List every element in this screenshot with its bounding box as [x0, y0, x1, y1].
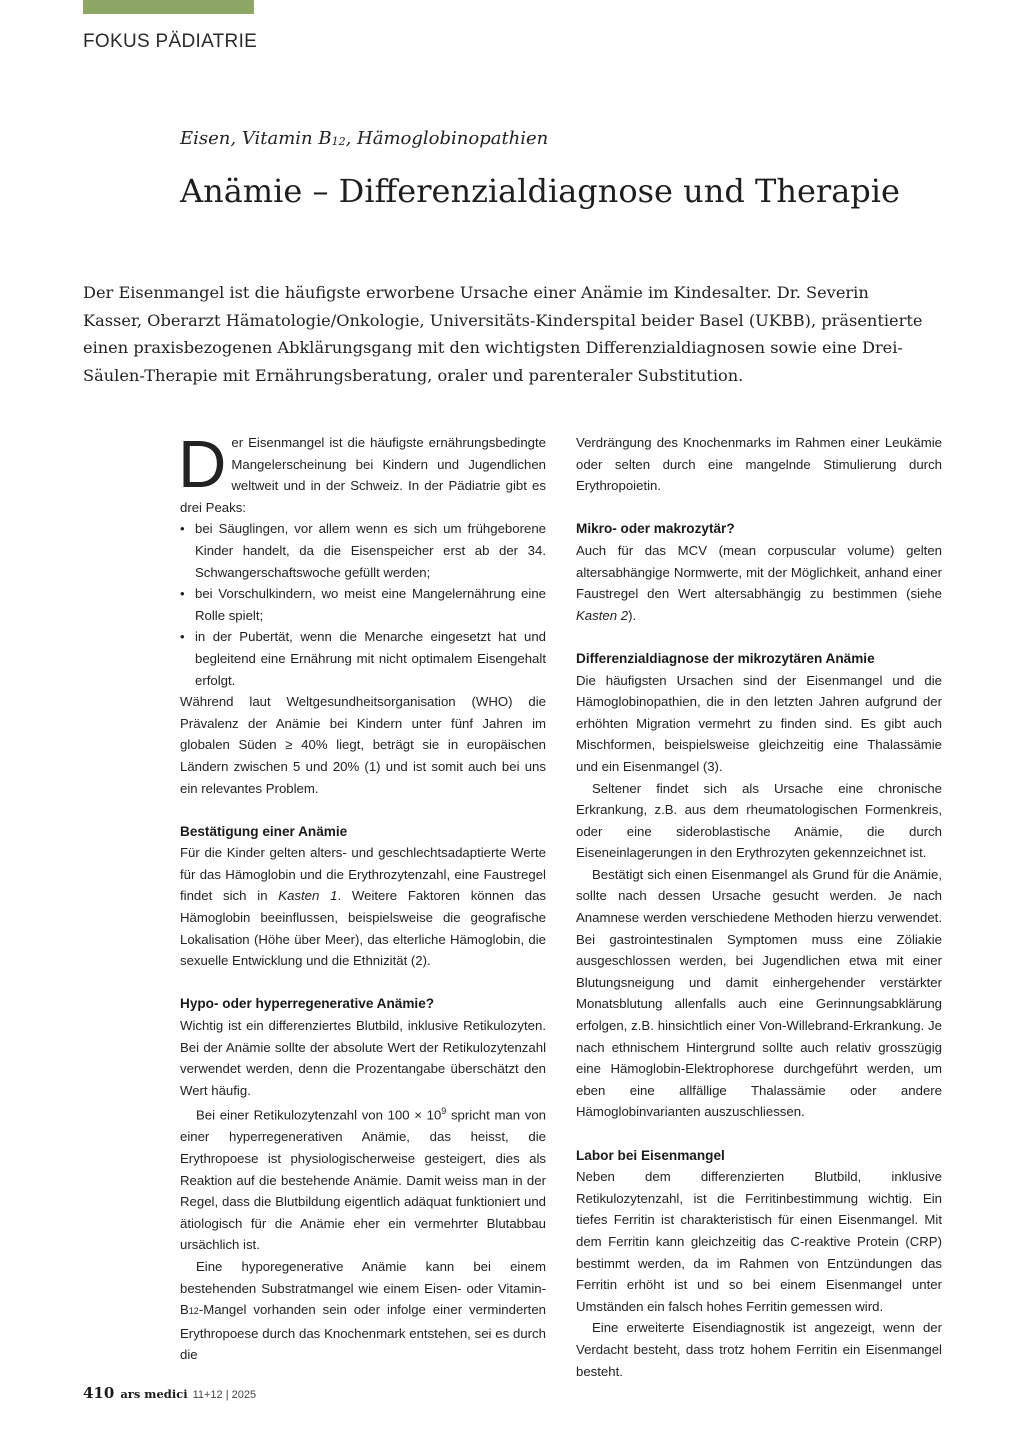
list-item [180, 626, 546, 691]
hypo-paragraph-2 [180, 1101, 546, 1256]
bullet-icon: • [180, 586, 185, 602]
intro-text: er Eisenmangel ist die häufigste ernährungsbedingte Mangelerscheinung bei Kindern und Jugendlichen weltweit und in der Schweiz. In der Pädiatrie gibt es drei Peaks: [180, 435, 546, 515]
issue-info: 11+12 | 2025 [192, 1389, 257, 1401]
kicker-text-post: , Hämoglobinopathien [345, 128, 549, 149]
column-left [178, 427, 547, 1366]
list-item-text: in der Pubertät, wenn die Menarche eingesetzt hat und begleitend eine Ernährung mit nicht optimalem Eisengehalt erfolgt. [195, 629, 546, 688]
article-lead: Der Eisenmangel ist die häufigste erworbene Ursache einer Anämie im Kindesalter. Dr. Severin Kasser, Oberarzt Hämatologie/Onkologie, Universitäts-Kinderspital beider Basel (UKBB), präsentierte einen praxisbezogenen Abklärungsgang mit den wichtigsten Differenzialdiagnosen sowie eine Drei-Säulen-Therapie mit Ernährungsberatung, oraler und parenteraler Substitution. [83, 283, 923, 385]
kicker-text-pre: Eisen, Vitamin B [180, 128, 332, 149]
box-reference: Kasten 1 [278, 888, 338, 904]
list-item [180, 583, 546, 626]
diff-paragraph-3: Bestätigt sich einen Eisenmangel als Grund für die Anämie, sollte nach dessen Ursache gesucht werden. Je nach Anamnese werden verschiedene Methoden hierzu verwendet. Bei gastrointestinalen Symptomen muss eine Zöliakie ausgeschlossen werden, bei Jugendlichen etwa mit einer Blutungsneigung und damit einhergehender verstärkter Monatsblutung allenfalls auch eine Gerinnungsabklärung erfolgen, z.B. hinsichtlich einer Von-Willebrand-Erkrankung. Je nach ethnischem Hintergrund sollte auch relativ grosszügig eine Hämoglobin-Elektrophorese durchgeführt werden, um eben eine allfällige Thalassämie oder andere Hämoglobinvarianten auszuschliessen. [576, 866, 942, 1120]
heading-labor: Labor bei Eisenmangel [576, 1147, 725, 1163]
section-color-bar [83, 0, 254, 14]
text-run: Auch für das MCV (mean corpuscular volume) gelten altersabhängige Normwerte, mit der Möglichkeit, anhand einer Faustregel den Wert altersabhängig zu bestimmen (siehe [576, 542, 942, 602]
hypo-paragraph-3 [180, 1256, 546, 1366]
article-kicker [180, 128, 548, 149]
peaks-list [180, 518, 546, 691]
labor-paragraph-2: Eine erweiterte Eisendiagnostik ist angezeigt, wenn der Verdacht besteht, dass trotz hohem Ferritin ein Eisenmangel besteht. [576, 1320, 942, 1379]
list-item [180, 518, 546, 583]
heading-differenzialdiagnose: Differenzialdiagnose der mikrozytären Anämie [576, 650, 875, 666]
text-run: -Mangel vorhanden sein oder infolge einer verminderten Erythropoese durch das Knochenmark entstehen, sei es durch die [180, 1302, 546, 1363]
text-run: Für die Kinder gelten alters- und geschlechtsadaptierte Werte für das Hämoglobin und die Erythrozytenzahl, eine Faustregel findet sich in [180, 845, 546, 904]
hypo-paragraph-1: Wichtig ist ein differenziertes Blutbild, inklusive Retikulozyten. Bei der Anämie sollte der absolute Wert der Retikulozytenzahl verwendet werden, denn die Prozentangabe überschätzt den Wert häufig. [180, 1018, 546, 1098]
section-label: FOKUS PÄDIATRIE [83, 31, 258, 52]
page-number: 410 [83, 1384, 115, 1402]
list-item-text: bei Vorschulkindern, wo meist eine Mangelernährung eine Rolle spielt; [195, 586, 546, 623]
bestaetigung-paragraph [180, 842, 546, 972]
diff-paragraph-1: Die häufigsten Ursachen sind der Eisenmangel und die Hämoglobinopathien, die in den letzten Jahren aufgrund der erhöhten Migration vermehrt zu finden sind. Es gibt auch Mischformen, beispielsweise gleichzeitig eine Thalassämie und ein Eisenmangel (3). [576, 672, 942, 774]
box-reference: Kasten 2 [576, 607, 629, 623]
continuation-paragraph: Verdrängung des Knochenmarks im Rahmen einer Leukämie oder selten durch eine mangelnde Stimulierung durch Erythropoietin. [576, 435, 942, 494]
bullet-icon: • [180, 521, 185, 537]
page-footer [83, 1384, 256, 1402]
text-run: . Weitere Faktoren können das Hämoglobin beeinflussen, beispielsweise die geografische Lokalisation (Höhe über Meer), das elterliche Hämoglobin, die sexuelle Entwicklung und die Ethnizität (2). [180, 888, 546, 969]
kicker-subscript: 12 [331, 135, 346, 148]
article-title: Anämie – Differenzialdiagnose und Therapie [180, 172, 900, 210]
list-item-text: bei Säuglingen, vor allem wenn es sich um frühgeborene Kinder handelt, da die Eisenspeicher erst ab der 34. Schwangerschaftswoche gefüllt werden; [195, 521, 546, 580]
intro-paragraph [178, 427, 546, 518]
column-right [576, 432, 942, 1382]
heading-hypo-hyper: Hypo- oder hyperregenerative Anämie? [180, 996, 435, 1012]
who-paragraph: Während laut Weltgesundheitsorganisation (WHO) die Prävalenz der Anämie bei Kindern unter fünf Jahren im globalen Süden ≥ 40% liegt, beträgt sie in europäischen Ländern zwischen 5 und 20% (1) und ist somit auch bei uns ein relevantes Problem. [180, 694, 546, 796]
subscript: 12 [188, 1306, 199, 1317]
text-run: Bei einer Retikulozytenzahl von 100 × 10 [196, 1107, 442, 1123]
diff-paragraph-2: Seltener findet sich als Ursache eine chronische Erkrankung, z.B. aus dem rheumatologischen Formenkreis, oder eine sideroblastische Anämie, die durch Eiseneinlagerungen in den Erythrozyten gekennzeichnet ist. [576, 780, 942, 861]
text-run: Eine hyporegenerative Anämie kann bei einem bestehenden Substratmangel wie einem Eisen- oder Vitamin-B [180, 1258, 546, 1318]
mikro-paragraph [576, 540, 942, 626]
labor-paragraph-1: Neben dem differenzierten Blutbild, inklusive Retikulozytenzahl, ist die Ferritinbestimmung wichtig. Ein tiefes Ferritin ist charakteristisch für einen Eisenmangel. Mit dem Ferritin kann gleichzeitig das C-reaktive Protein (CRP) bestimmt werden, da im Rahmen von Entzündungen das Ferritin erhöht ist und so bei einem Eisenmangel unter Umständen ein falsch hohes Ferritin gemessen wird. [576, 1169, 942, 1314]
bullet-icon: • [180, 629, 185, 645]
drop-cap: D [178, 427, 227, 502]
text-run: spricht man von einer hyperregenerativen Anämie, das heisst, die Erythropoese ist physiologischerweise gesteigert, dies als Reaktion auf die bestehende Anämie. Damit weiss man in der Regel, dass die Blutbildung eigentlich adäquat funktioniert und ätiologisch für die Anämie eher ein vermehrter Blutabbau ursächlich ist. [180, 1107, 547, 1253]
text-run: ). [628, 607, 637, 623]
heading-bestaetigung: Bestätigung einer Anämie [180, 823, 348, 839]
magazine-name: ars medici [120, 1387, 188, 1401]
heading-mikro-makro: Mikro- oder makrozytär? [576, 521, 735, 537]
superscript: 9 [441, 1106, 447, 1117]
